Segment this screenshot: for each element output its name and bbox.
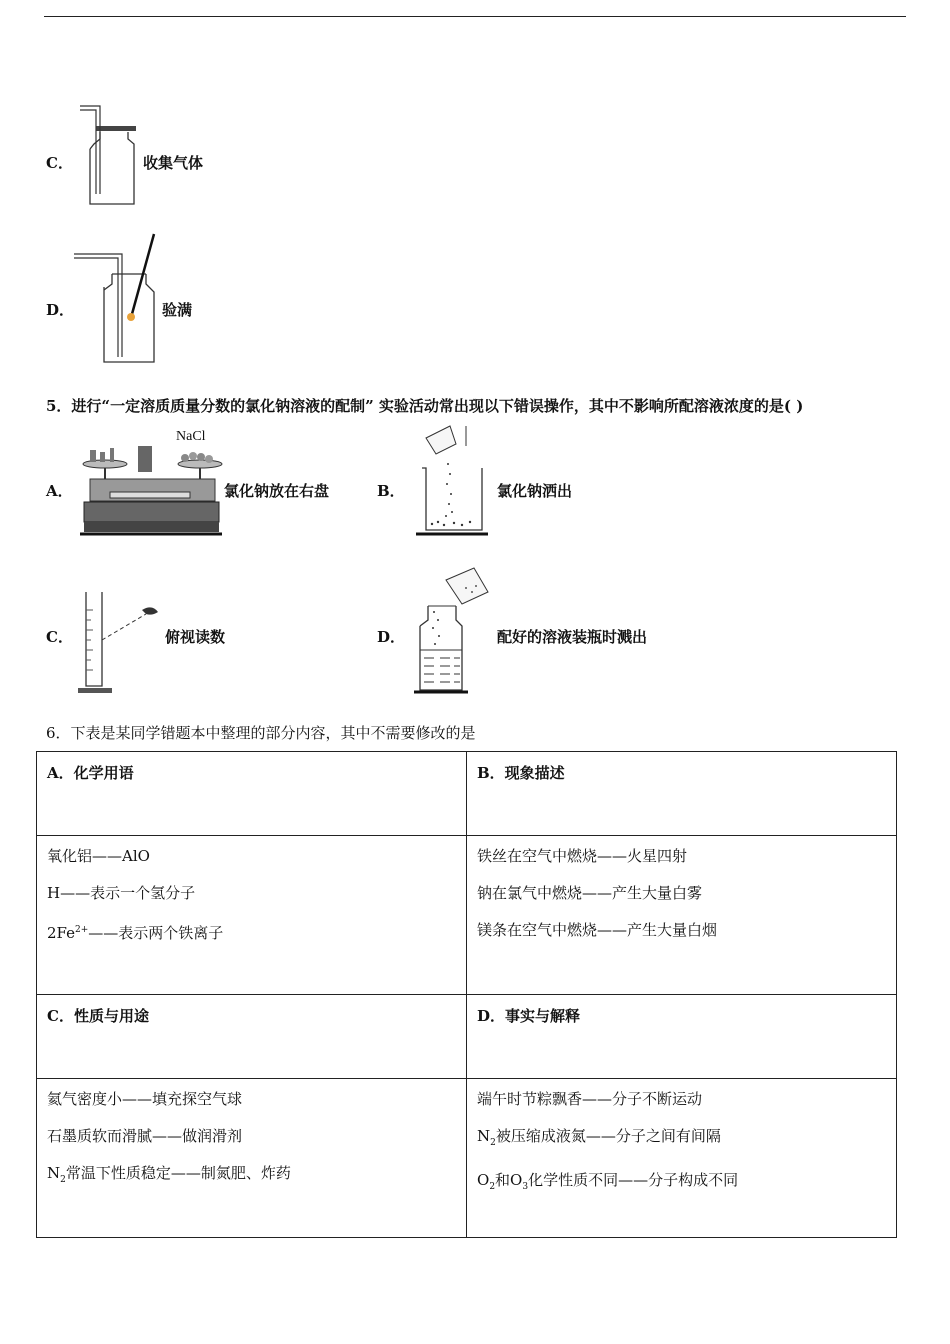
d-line-3: $O_2$和$O_3$化学性质不同——分子构成不同 (477, 1171, 739, 1192)
q5-option-c-letter[interactable]: C． (46, 628, 73, 646)
solution-pouring-bottle-figure (414, 562, 498, 694)
header-rule (44, 16, 906, 17)
q4-option-d-label: 验满 (162, 301, 193, 319)
table-cell-d-header: D．事实与解释 (467, 995, 897, 1079)
q6-table (36, 751, 897, 1238)
q6-question: 6．下表是某同学错题本中整理的部分内容，其中不需要修改的是 (46, 724, 476, 742)
q4-option-c-letter[interactable]: C． (46, 154, 73, 172)
nacl-spilling-beaker-figure (414, 424, 494, 538)
balance-scale-figure (80, 424, 222, 538)
graduated-cylinder-figure (76, 590, 172, 696)
q5-option-a-letter[interactable]: A． (46, 482, 73, 500)
table-cell-b-body (467, 836, 897, 995)
a-line-1: 氧化铝——AlO (47, 847, 150, 865)
q5-option-d-label: 配好的溶液装瓶时溅出 (497, 628, 648, 646)
q5-question: 5．进行“一定溶质质量分数的氯化钠溶液的配制” 实验活动常出现以下错误操作，其中不影响所配溶液浓度的是( ) (46, 397, 804, 415)
q5-option-b-letter[interactable]: B． (377, 482, 405, 500)
d-line-2: $N_2$被压缩成液氮——分子之间有间隔 (477, 1127, 721, 1148)
a-line-2: H——表示一个氢分子 (47, 884, 196, 902)
table-cell-a-header: A．化学用语 (37, 752, 467, 836)
q4-option-d-letter[interactable]: D． (46, 301, 75, 319)
table-cell-d-body (467, 1079, 897, 1238)
table-cell-b-header: B．现象描述 (467, 752, 897, 836)
table-cell-a-body (37, 836, 467, 995)
q5-option-a-label: 氯化钠放在右盘 (224, 482, 330, 500)
c-line-3: $N_2$常温下性质稳定——制氮肥、炸药 (47, 1164, 291, 1185)
table-cell-c-header: C．性质与用途 (37, 995, 467, 1079)
q5-option-b-label: 氯化钠洒出 (497, 482, 573, 500)
b-line-2: 钠在氯气中燃烧——产生大量白雾 (477, 884, 703, 902)
q5-option-c-label: 俯视读数 (165, 628, 226, 646)
q4-option-c-label: 收集气体 (143, 154, 204, 172)
c-line-1: 氦气密度小——填充探空气球 (47, 1090, 243, 1108)
d-line-1: 端午时节粽飘香——分子不断运动 (477, 1090, 703, 1108)
gas-collection-bottle-figure (78, 104, 140, 208)
a-line-3: $2Fe^{2+}——$表示两个铁离子 (47, 924, 224, 942)
b-line-3: 镁条在空气中燃烧——产生大量白烟 (477, 921, 718, 939)
nacl-label: NaCl (176, 429, 206, 444)
table-cell-c-body (37, 1079, 467, 1238)
gas-full-check-figure (72, 232, 162, 368)
c-line-2: 石墨质软而滑腻——做润滑剂 (47, 1127, 243, 1145)
q5-option-d-letter[interactable]: D． (377, 628, 406, 646)
b-line-1: 铁丝在空气中燃烧——火星四射 (477, 847, 688, 865)
